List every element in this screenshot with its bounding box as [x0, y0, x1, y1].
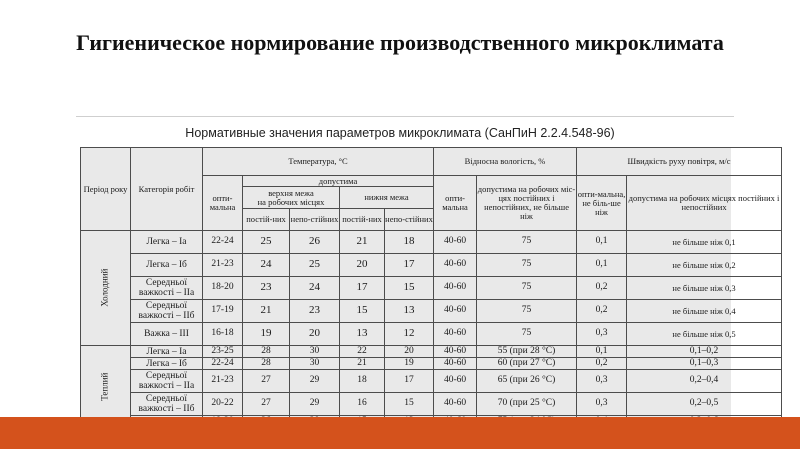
table-row	[81, 277, 782, 300]
header-humidity-permissible: допустима на робочих міс-цях постійних і непостійних, не більше ніж	[477, 176, 577, 231]
cell-lower-constant: 21	[340, 358, 385, 370]
cell-upper-nonconstant: 30	[290, 346, 340, 358]
cell-temp-optimal: 16-18	[203, 323, 243, 346]
cell-speed-permissible: не більше ніж 0,1	[627, 231, 782, 254]
cell-speed-permissible: не більше ніж 0,5	[627, 323, 782, 346]
cell-category: Легка – Іа	[131, 231, 203, 254]
cell-humidity-optimal: 40-60	[434, 370, 477, 393]
cell-lower-nonconstant: 19	[385, 358, 434, 370]
header-upper-constant: постій-них	[243, 209, 290, 231]
cell-upper-constant: 24	[243, 254, 290, 277]
header-lower-nonconstant: непо-стійних	[385, 209, 434, 231]
cell-upper-nonconstant: 20	[290, 323, 340, 346]
header-lower-limit: нижня межа	[340, 187, 434, 209]
title-divider	[76, 116, 734, 117]
table-row	[81, 346, 782, 358]
cell-humidity-permissible: 75	[477, 231, 577, 254]
cell-speed-optimal: 0,1	[577, 254, 627, 277]
cell-lower-constant: 20	[340, 254, 385, 277]
cell-speed-optimal: 0,3	[577, 370, 627, 393]
period-cold-label: Холодний	[99, 268, 110, 308]
cell-category: Середньої важкості – ІІа	[131, 277, 203, 300]
cell-temp-optimal: 23-25	[203, 346, 243, 358]
cell-category: Легка – Іб	[131, 358, 203, 370]
cell-humidity-optimal: 40-60	[434, 277, 477, 300]
cell-lower-nonconstant: 12	[385, 323, 434, 346]
cell-speed-optimal: 0,2	[577, 277, 627, 300]
cell-speed-permissible: не більше ніж 0,3	[627, 277, 782, 300]
cell-upper-constant: 21	[243, 300, 290, 323]
header-temperature: Температура, °С	[203, 148, 434, 176]
cell-humidity-permissible: 75	[477, 254, 577, 277]
header-lower-constant: постій-них	[340, 209, 385, 231]
cell-speed-optimal: 0,1	[577, 346, 627, 358]
cell-temp-optimal: 20-22	[203, 393, 243, 416]
cell-upper-nonconstant: 30	[290, 358, 340, 370]
accent-bar	[0, 417, 800, 449]
cell-humidity-permissible: 65 (при 26 °С)	[477, 370, 577, 393]
cell-category: Середньої важкості – ІІа	[131, 370, 203, 393]
header-temp-permissible: допустима	[243, 176, 434, 187]
table-row	[81, 393, 782, 416]
period-warm-label: Теплий	[99, 372, 110, 402]
cell-lower-constant: 16	[340, 393, 385, 416]
cell-temp-optimal: 17-19	[203, 300, 243, 323]
cell-upper-constant: 28	[243, 346, 290, 358]
table-row	[81, 370, 782, 393]
header-humidity: Відносна вологість, %	[434, 148, 577, 176]
cell-humidity-optimal: 40-60	[434, 254, 477, 277]
cell-speed-optimal: 0,2	[577, 300, 627, 323]
cell-upper-nonconstant: 25	[290, 254, 340, 277]
cell-temp-optimal: 21-23	[203, 254, 243, 277]
cell-humidity-optimal: 40-60	[434, 300, 477, 323]
cell-humidity-permissible: 55 (при 28 °С)	[477, 346, 577, 358]
cell-category: Легка – Іб	[131, 254, 203, 277]
table-row	[81, 323, 782, 346]
cell-lower-nonconstant: 18	[385, 231, 434, 254]
cell-humidity-optimal: 40-60	[434, 393, 477, 416]
cell-lower-constant: 21	[340, 231, 385, 254]
header-temp-optimal: опти-мальна	[203, 176, 243, 231]
cell-upper-nonconstant: 24	[290, 277, 340, 300]
cell-upper-constant: 27	[243, 370, 290, 393]
cell-upper-constant: 28	[243, 358, 290, 370]
header-upper-nonconstant: непо-стійних	[290, 209, 340, 231]
microclimate-norms-table-scan	[80, 147, 780, 437]
header-humidity-optimal: опти-мальна	[434, 176, 477, 231]
cell-temp-optimal: 21-23	[203, 370, 243, 393]
cell-upper-constant: 19	[243, 323, 290, 346]
cell-speed-optimal: 0,2	[577, 358, 627, 370]
cell-speed-permissible: 0,2–0,5	[627, 393, 782, 416]
header-speed-optimal: опти-мальна, не біль-ше ніж	[577, 176, 627, 231]
cell-lower-nonconstant: 17	[385, 370, 434, 393]
cell-upper-constant: 25	[243, 231, 290, 254]
cell-upper-constant: 27	[243, 393, 290, 416]
cell-temp-optimal: 22-24	[203, 358, 243, 370]
cell-lower-constant: 15	[340, 300, 385, 323]
cell-lower-nonconstant: 17	[385, 254, 434, 277]
header-air-speed: Швидкість руху повітря, м/с	[577, 148, 782, 176]
cell-lower-constant: 13	[340, 323, 385, 346]
cell-humidity-optimal: 40-60	[434, 346, 477, 358]
table-row	[81, 358, 782, 370]
cell-upper-nonconstant: 26	[290, 231, 340, 254]
header-speed-permissible: допустима на робочих місцях постійних і непостійних	[627, 176, 782, 231]
cell-speed-permissible: 0,2–0,4	[627, 370, 782, 393]
cell-lower-nonconstant: 13	[385, 300, 434, 323]
header-upper-limit	[243, 187, 340, 209]
header-at-workplaces: на робочих місцях	[257, 196, 325, 207]
header-category: Категорія робіт	[131, 148, 203, 231]
cell-humidity-optimal: 40-60	[434, 323, 477, 346]
cell-category: Легка – Іа	[131, 346, 203, 358]
cell-speed-optimal: 0,1	[577, 231, 627, 254]
cell-humidity-optimal: 40-60	[434, 231, 477, 254]
cell-speed-permissible: не більше ніж 0,4	[627, 300, 782, 323]
period-cold	[81, 231, 131, 346]
cell-lower-nonconstant: 20	[385, 346, 434, 358]
cell-lower-constant: 22	[340, 346, 385, 358]
cell-category: Важка – ІІІ	[131, 323, 203, 346]
cell-speed-optimal: 0,3	[577, 323, 627, 346]
cell-upper-nonconstant: 29	[290, 370, 340, 393]
cell-humidity-permissible: 60 (при 27 °С)	[477, 358, 577, 370]
cell-speed-permissible: 0,1–0,2	[627, 346, 782, 358]
cell-speed-permissible: не більше ніж 0,2	[627, 254, 782, 277]
cell-upper-constant: 23	[243, 277, 290, 300]
table-row	[81, 231, 782, 254]
table-row	[81, 300, 782, 323]
cell-humidity-permissible: 70 (при 25 °С)	[477, 393, 577, 416]
slide-title: Гигиеническое нормирование производственного микроклимата	[76, 30, 724, 55]
cell-humidity-permissible: 75	[477, 300, 577, 323]
header-upper-limit-text: верхня межа	[268, 187, 314, 198]
cell-lower-nonconstant: 15	[385, 393, 434, 416]
cell-lower-nonconstant: 15	[385, 277, 434, 300]
cell-upper-nonconstant: 23	[290, 300, 340, 323]
microclimate-norms-table	[80, 147, 782, 429]
cell-temp-optimal: 18-20	[203, 277, 243, 300]
header-period: Період року	[81, 148, 131, 231]
cell-speed-permissible: 0,1–0,3	[627, 358, 782, 370]
cell-humidity-permissible: 75	[477, 277, 577, 300]
cell-speed-optimal: 0,3	[577, 393, 627, 416]
cell-humidity-optimal: 40-60	[434, 358, 477, 370]
slide-subtitle: Нормативные значения параметров микроклимата (СанПиН 2.2.4.548-96)	[185, 126, 615, 140]
cell-humidity-permissible: 75	[477, 323, 577, 346]
cell-temp-optimal: 22-24	[203, 231, 243, 254]
cell-category: Середньої важкості – ІІб	[131, 393, 203, 416]
cell-category: Середньої важкості – ІІб	[131, 300, 203, 323]
cell-upper-nonconstant: 29	[290, 393, 340, 416]
cell-lower-constant: 18	[340, 370, 385, 393]
cell-lower-constant: 17	[340, 277, 385, 300]
table-row	[81, 254, 782, 277]
